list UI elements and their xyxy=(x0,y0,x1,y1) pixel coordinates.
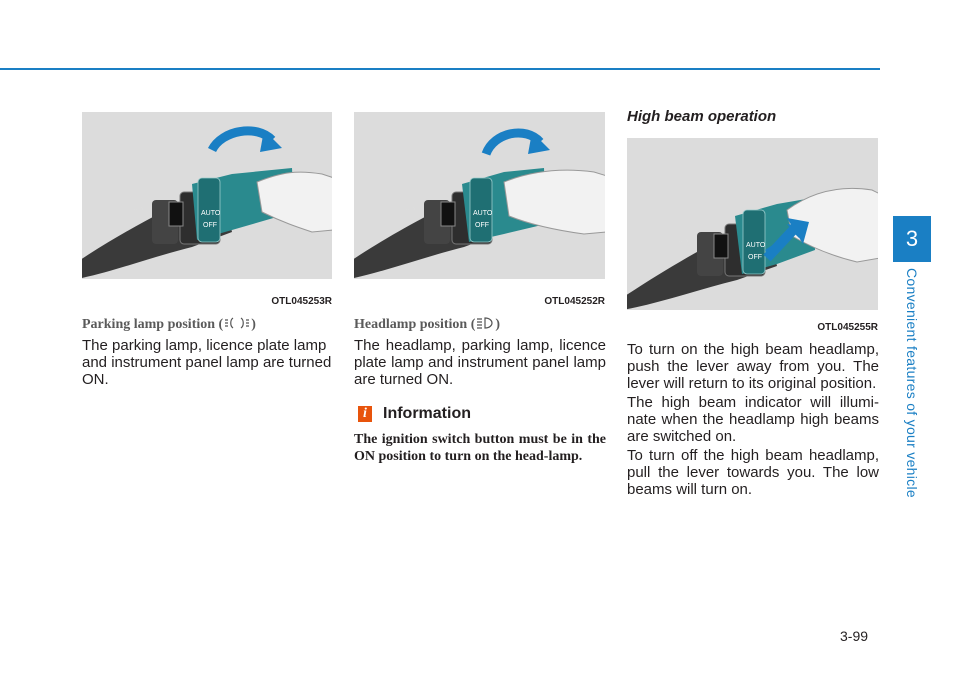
parking-lamp-figure xyxy=(82,112,332,279)
chapter-tab: 3 xyxy=(893,216,931,262)
parking-lamp-body: The parking lamp, licence plate lamp and instrument panel lamp are turned ON. xyxy=(82,337,332,388)
info-icon: i xyxy=(358,406,372,422)
heading-text: Headlamp position ( xyxy=(354,317,476,332)
heading-text-end: ) xyxy=(495,317,501,332)
heading-text-end: ) xyxy=(251,317,256,332)
info-body: The ignition switch button must be in the ON position to turn on the head-lamp. xyxy=(354,432,606,464)
figure-code: OTL045252R xyxy=(544,296,605,307)
off-label: OFF xyxy=(475,222,489,229)
top-rule xyxy=(0,68,880,70)
parking-lamp-icon xyxy=(224,316,250,330)
information-heading xyxy=(358,405,471,423)
figure-code: OTL045253R xyxy=(271,296,332,307)
auto-label: AUTO xyxy=(201,210,221,217)
svg-text:⇦⇨: ⇦⇨ xyxy=(399,204,416,215)
svg-text:⇦⇨: ⇦⇨ xyxy=(672,236,689,247)
high-beam-paragraph-2: The high beam indicator will illumi-nate when the headlamp high beams are switched on. xyxy=(627,394,879,445)
auto-label: AUTO xyxy=(746,242,766,249)
high-beam-figure xyxy=(627,138,878,310)
parking-lamp-heading xyxy=(82,316,256,333)
page-number: 3-99 xyxy=(840,628,869,644)
off-label: OFF xyxy=(203,222,217,229)
headlamp-figure xyxy=(354,112,605,279)
high-beam-paragraph-3: To turn off the high beam headlamp, pull the lever towards you. The low beams will turn on. xyxy=(627,447,879,498)
high-beam-heading: High beam operation xyxy=(627,108,777,125)
figure-code: OTL045255R xyxy=(817,322,878,333)
info-title: Information xyxy=(383,405,471,422)
chapter-title-text: Convenient features of your vehicle xyxy=(904,268,920,498)
auto-label: AUTO xyxy=(473,210,493,217)
svg-text:⇦⇨: ⇦⇨ xyxy=(127,204,144,215)
chapter-title xyxy=(895,268,929,498)
high-beam-paragraph-1: To turn on the high beam headlamp, push the lever away from you. The lever will return to its original position. xyxy=(627,341,879,392)
headlamp-heading xyxy=(354,316,500,333)
headlamp-body: The headlamp, parking lamp, licence plate lamp and instrument panel lamp are turned ON. xyxy=(354,337,606,388)
headlamp-icon xyxy=(476,316,494,330)
heading-text: Parking lamp position ( xyxy=(82,317,224,332)
off-label: OFF xyxy=(748,254,762,261)
